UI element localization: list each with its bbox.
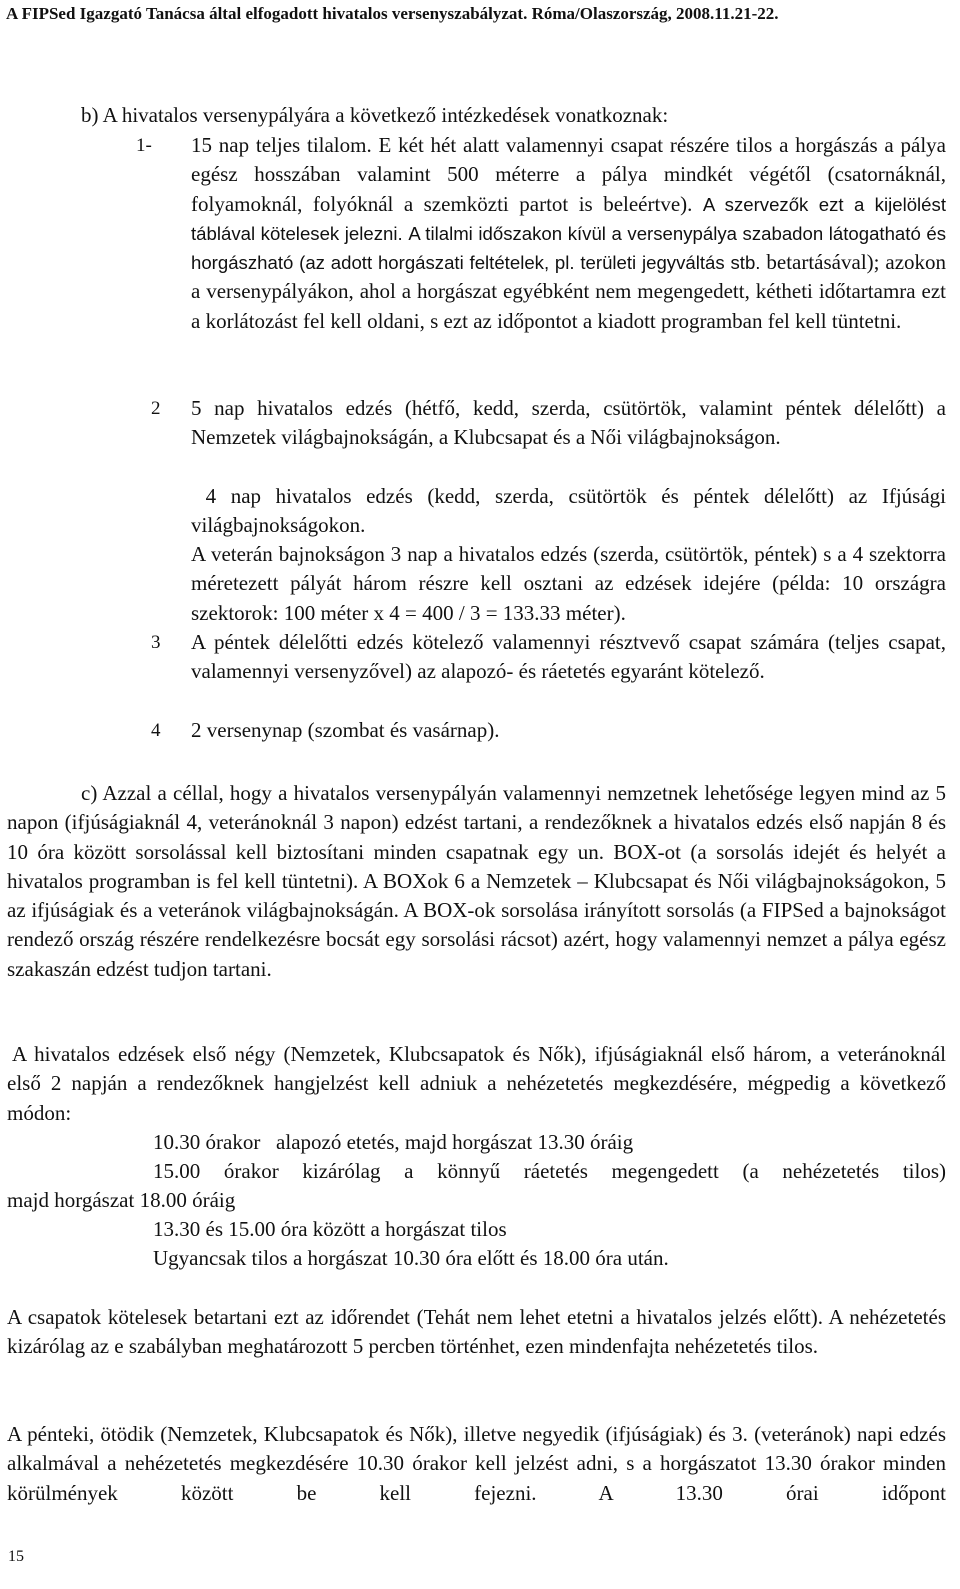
document-header: A FIPSed Igazgató Tanácsa által elfogadott hivatalos versenyszabályzat. Róma/Olaszország, 2008.11.21-22. [6,4,779,23]
schedule-line-2b: majd horgászat 18.00 óráig [7,1188,236,1212]
item-2-text-veterans: A veterán bajnokságon 3 nap a hivatalos edzés (szerda, csütörtök, péntek) s a 4 szektorra méretezett pályát három részre kell osztani az edzések idejére (példa: 10 országra szektorok: 100 méter x 4 = 400 / 3 = 133.33 méter). [191,542,946,625]
item-4-text: 2 versenynap (szombat és vasárnap). [191,718,500,742]
item-3-number: 3 [151,632,161,653]
item-2-text: 5 nap hivatalos edzés (hétfő, kedd, szerda, csütörtök, valamint péntek délelőtt) a Nemzetek világbajnokságán, a Klubcsapat és a Női világbajnokságon. [191,396,946,450]
schedule-line-2a: 15.00 órakor kizárólag a könnyű ráetetés megengedett (a nehézetetés tilos) [153,1159,946,1183]
schedule-line-1: 10.30 órakor alapozó etetés, majd horgászat 13.30 óráig [153,1130,634,1154]
training-paragraph: A hivatalos edzések első négy (Nemzetek, Klubcsapatok és Nők), ifjúságiaknál első három, a veteránoknál első 2 napján a rendezőknek hangjelzést kell adniuk a nehézetetés megkezdésére, mégpedig a következő módon: [7,1042,946,1125]
item-2-text-juniors [191,482,946,541]
item-3-text: A péntek délelőtti edzés kötelező valamennyi résztvevő csapat számára (teljes csapat, valamennyi versenyzővel) az alapozó- és ráetetés egyaránt kötelező. [191,630,946,684]
page-number: 15 [8,1548,24,1565]
item-1-number: 1- [136,135,152,156]
item-1-paragraph [191,131,946,336]
item-2-number: 2 [151,398,161,419]
schedule-line-3: 13.30 és 15.00 óra között a horgászat tilos [153,1217,507,1241]
item-2-text-juniors-content: 4 nap hivatalos edzés (kedd, szerda, csütörtök és péntek délelőtt) az Ifjúsági világbajnokságokon. [191,484,947,538]
section-c-paragraph: c) Azzal a céllal, hogy a hivatalos versenypályán valamennyi nemzetnek lehetősége legyen mind az 5 napon (ifjúságiaknál 4, veteránoknál 3 napon) edzést tartani, a rendezőknek a hivatalos edzés első napján 8 és 10 óra között sorsolással kell biztosítani minden csapatnak egy un. BOX-ot (a sorsolás idejét és helyét a hivatalos programban is fel kell tüntetni). A BOXok 6 a Nemzetek – Klubcsapat és Női világbajnokságokon, 5 az ifjúságiak és a veteránok világbajnokságán. A BOX-ok sorsolása irányított sorsolás (a FIPSed a bajnokságot rendező ország részére rendelkezésre bocsát egy sorsolási rácsot) azért, hogy valamennyi nemzet a pálya egész szakaszán edzést tudjon tartani. [7,781,946,981]
section-b-heading: b) A hivatalos versenypályára a következő intézkedések vonatkoznak: [81,103,669,127]
item-4-number: 4 [151,720,161,741]
item-1-text-b: A szervezők ezt a kijelölést táblával kötelesek jelezni. [191,193,946,244]
schedule-line-4: Ugyancsak tilos a horgászat 10.30 óra előtt és 18.00 óra után. [153,1246,669,1270]
item-1-text-c: A tilalmi időszakon kívül a versenypálya szabadon látogatható és horgászható (az adott horgászati feltételek, pl. területi jegyváltás stb. [191,222,946,274]
friday-paragraph: A pénteki, ötödik (Nemzetek, Klubcsapatok és Nők), illetve negyedik (ifjúságiak) és 3. (veteránok) napi edzés alkalmával a nehézetetés megkezdésére 10.30 órakor kell jelzést adni, s a horgászatot 13.30 órakor minden körülmények között be kell fejezni. A 13.30 órai időpont [7,1422,946,1505]
item-1-text-a: 15 nap teljes tilalom. E két hét alatt valamennyi csapat részére tilos a horgászás a pálya egész hosszában valamint 500 méterre a pálya mindkét végétől (csatornáknál, folyamoknál, folyóknál a szemközti partot is beleértve). [191,133,946,216]
obligation-paragraph: A csapatok kötelesek betartani ezt az időrendet (Tehát nem lehet etetni a hivatalos jelzés előtt). A nehézetetés kizárólag az e szabályban meghatározott 5 percben történhet, ezen mindenfajta nehézetetés tilos. [7,1305,946,1359]
item-1-text-d: betartásával); azokon a versenypályákon, ahol a horgászat egyébként nem megengedett, kétheti időtartamra ezt a korlátozást fel kell oldani, s ezt az időpontot a kiadott programban fel kell tüntetni. [191,250,947,333]
